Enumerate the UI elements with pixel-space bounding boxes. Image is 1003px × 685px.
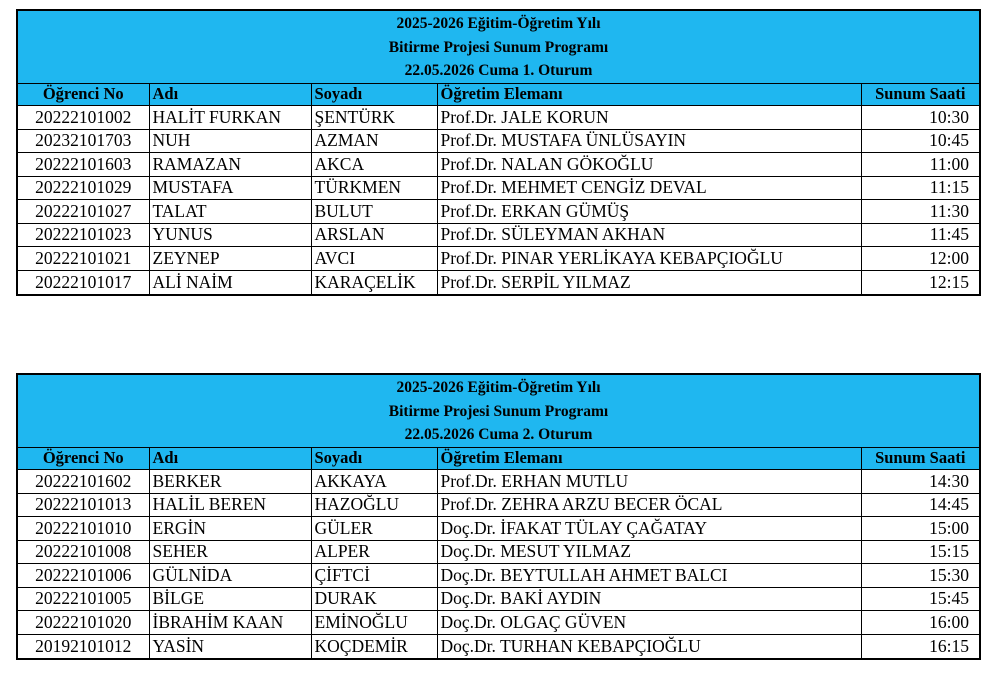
session-2-schedule: [16, 373, 981, 660]
table-row: [18, 470, 979, 494]
session-1-table: [18, 84, 979, 294]
last-name-cell: GÜLER: [311, 517, 437, 541]
first-name-cell: NUH: [149, 129, 311, 153]
time-cell: 11:45: [861, 223, 979, 247]
supervisor-cell: Prof.Dr. MUSTAFA ÜNLÜSAYIN: [437, 129, 861, 153]
first-name-header: Adı: [149, 84, 311, 106]
student-no-header: Öğrenci No: [18, 448, 149, 470]
first-name-cell: HALİL BEREN: [149, 493, 311, 517]
time-cell: 11:00: [861, 153, 979, 177]
time-cell: 14:45: [861, 493, 979, 517]
first-name-cell: MUSTAFA: [149, 176, 311, 200]
session-2-table: [18, 448, 979, 658]
time-cell: 12:15: [861, 270, 979, 294]
first-name-cell: YUNUS: [149, 223, 311, 247]
last-name-cell: BULUT: [311, 200, 437, 224]
table-row: [18, 611, 979, 635]
table-row: [18, 200, 979, 224]
supervisor-cell: Prof.Dr. ERKAN GÜMÜŞ: [437, 200, 861, 224]
time-cell: 15:30: [861, 564, 979, 588]
first-name-cell: TALAT: [149, 200, 311, 224]
student-no-cell: 20222101006: [18, 564, 149, 588]
supervisor-cell: Prof.Dr. MEHMET CENGİZ DEVAL: [437, 176, 861, 200]
last-name-cell: AZMAN: [311, 129, 437, 153]
supervisor-cell: Doç.Dr. TURHAN KEBAPÇIOĞLU: [437, 634, 861, 658]
time-header: Sunum Saati: [861, 448, 979, 470]
student-no-cell: 20222101017: [18, 270, 149, 294]
supervisor-cell: Doç.Dr. MESUT YILMAZ: [437, 540, 861, 564]
student-no-cell: 20232101703: [18, 129, 149, 153]
first-name-cell: ERGİN: [149, 517, 311, 541]
table-row: [18, 564, 979, 588]
session-2-rows: [18, 470, 979, 658]
last-name-cell: AVCI: [311, 247, 437, 271]
session-2-banner: [18, 375, 979, 448]
supervisor-header: Öğretim Elemanı: [437, 448, 861, 470]
last-name-cell: TÜRKMEN: [311, 176, 437, 200]
supervisor-cell: Prof.Dr. PINAR YERLİKAYA KEBAPÇIOĞLU: [437, 247, 861, 271]
session-1-banner: [18, 11, 979, 84]
table-row: [18, 153, 979, 177]
supervisor-cell: Doç.Dr. İFAKAT TÜLAY ÇAĞATAY: [437, 517, 861, 541]
session-date-title: 22.05.2026 Cuma 2. Oturum: [404, 426, 593, 443]
last-name-cell: ÇİFTCİ: [311, 564, 437, 588]
table-row: [18, 176, 979, 200]
time-cell: 16:15: [861, 634, 979, 658]
student-no-cell: 20222101023: [18, 223, 149, 247]
last-name-header: Soyadı: [311, 448, 437, 470]
table-row: [18, 587, 979, 611]
time-cell: 11:15: [861, 176, 979, 200]
first-name-cell: ALİ NAİM: [149, 270, 311, 294]
student-no-cell: 20222101021: [18, 247, 149, 271]
student-no-header: Öğrenci No: [18, 84, 149, 106]
student-no-cell: 20192101012: [18, 634, 149, 658]
last-name-cell: ARSLAN: [311, 223, 437, 247]
student-no-cell: 20222101027: [18, 200, 149, 224]
supervisor-cell: Doç.Dr. BEYTULLAH AHMET BALCI: [437, 564, 861, 588]
table-row: [18, 540, 979, 564]
last-name-cell: KARAÇELİK: [311, 270, 437, 294]
supervisor-cell: Prof.Dr. ERHAN MUTLU: [437, 470, 861, 494]
table-row: [18, 634, 979, 658]
student-no-cell: 20222101602: [18, 470, 149, 494]
last-name-cell: KOÇDEMİR: [311, 634, 437, 658]
last-name-cell: HAZOĞLU: [311, 493, 437, 517]
student-no-cell: 20222101013: [18, 493, 149, 517]
first-name-cell: ZEYNEP: [149, 247, 311, 271]
first-name-cell: BİLGE: [149, 587, 311, 611]
time-cell: 12:00: [861, 247, 979, 271]
supervisor-cell: Doç.Dr. BAKİ AYDIN: [437, 587, 861, 611]
time-cell: 15:00: [861, 517, 979, 541]
session-1-schedule: [16, 9, 981, 296]
supervisor-cell: Prof.Dr. JALE KORUN: [437, 106, 861, 130]
table-row: [18, 270, 979, 294]
first-name-cell: HALİT FURKAN: [149, 106, 311, 130]
table-row: [18, 493, 979, 517]
time-cell: 16:00: [861, 611, 979, 635]
academic-year-title: 2025-2026 Eğitim-Öğretim Yılı: [396, 379, 601, 396]
last-name-cell: AKKAYA: [311, 470, 437, 494]
last-name-cell: EMİNOĞLU: [311, 611, 437, 635]
first-name-cell: GÜLNİDA: [149, 564, 311, 588]
last-name-cell: DURAK: [311, 587, 437, 611]
program-title: Bitirme Projesi Sunum Programı: [388, 402, 609, 420]
student-no-cell: 20222101008: [18, 540, 149, 564]
table-header-row: [18, 84, 979, 106]
time-cell: 15:45: [861, 587, 979, 611]
student-no-cell: 20222101020: [18, 611, 149, 635]
student-no-cell: 20222101010: [18, 517, 149, 541]
supervisor-header: Öğretim Elemanı: [437, 84, 861, 106]
table-row: [18, 247, 979, 271]
last-name-cell: ALPER: [311, 540, 437, 564]
program-title: Bitirme Projesi Sunum Programı: [388, 38, 609, 56]
supervisor-cell: Prof.Dr. NALAN GÖKOĞLU: [437, 153, 861, 177]
time-header: Sunum Saati: [861, 84, 979, 106]
last-name-cell: ŞENTÜRK: [311, 106, 437, 130]
supervisor-cell: Prof.Dr. ZEHRA ARZU BECER ÖCAL: [437, 493, 861, 517]
first-name-cell: İBRAHİM KAAN: [149, 611, 311, 635]
academic-year-title: 2025-2026 Eğitim-Öğretim Yılı: [396, 15, 601, 32]
table-row: [18, 129, 979, 153]
first-name-cell: YASİN: [149, 634, 311, 658]
table-header-row: [18, 448, 979, 470]
table-row: [18, 517, 979, 541]
time-cell: 15:15: [861, 540, 979, 564]
time-cell: 10:30: [861, 106, 979, 130]
last-name-header: Soyadı: [311, 84, 437, 106]
supervisor-cell: Prof.Dr. SÜLEYMAN AKHAN: [437, 223, 861, 247]
session-1-rows: [18, 106, 979, 294]
supervisor-cell: Doç.Dr. OLGAÇ GÜVEN: [437, 611, 861, 635]
supervisor-cell: Prof.Dr. SERPİL YILMAZ: [437, 270, 861, 294]
table-row: [18, 223, 979, 247]
student-no-cell: 20222101002: [18, 106, 149, 130]
first-name-cell: RAMAZAN: [149, 153, 311, 177]
time-cell: 10:45: [861, 129, 979, 153]
last-name-cell: AKCA: [311, 153, 437, 177]
first-name-cell: SEHER: [149, 540, 311, 564]
table-row: [18, 106, 979, 130]
first-name-header: Adı: [149, 448, 311, 470]
student-no-cell: 20222101005: [18, 587, 149, 611]
student-no-cell: 20222101029: [18, 176, 149, 200]
time-cell: 11:30: [861, 200, 979, 224]
first-name-cell: BERKER: [149, 470, 311, 494]
time-cell: 14:30: [861, 470, 979, 494]
session-date-title: 22.05.2026 Cuma 1. Oturum: [404, 62, 593, 79]
student-no-cell: 20222101603: [18, 153, 149, 177]
